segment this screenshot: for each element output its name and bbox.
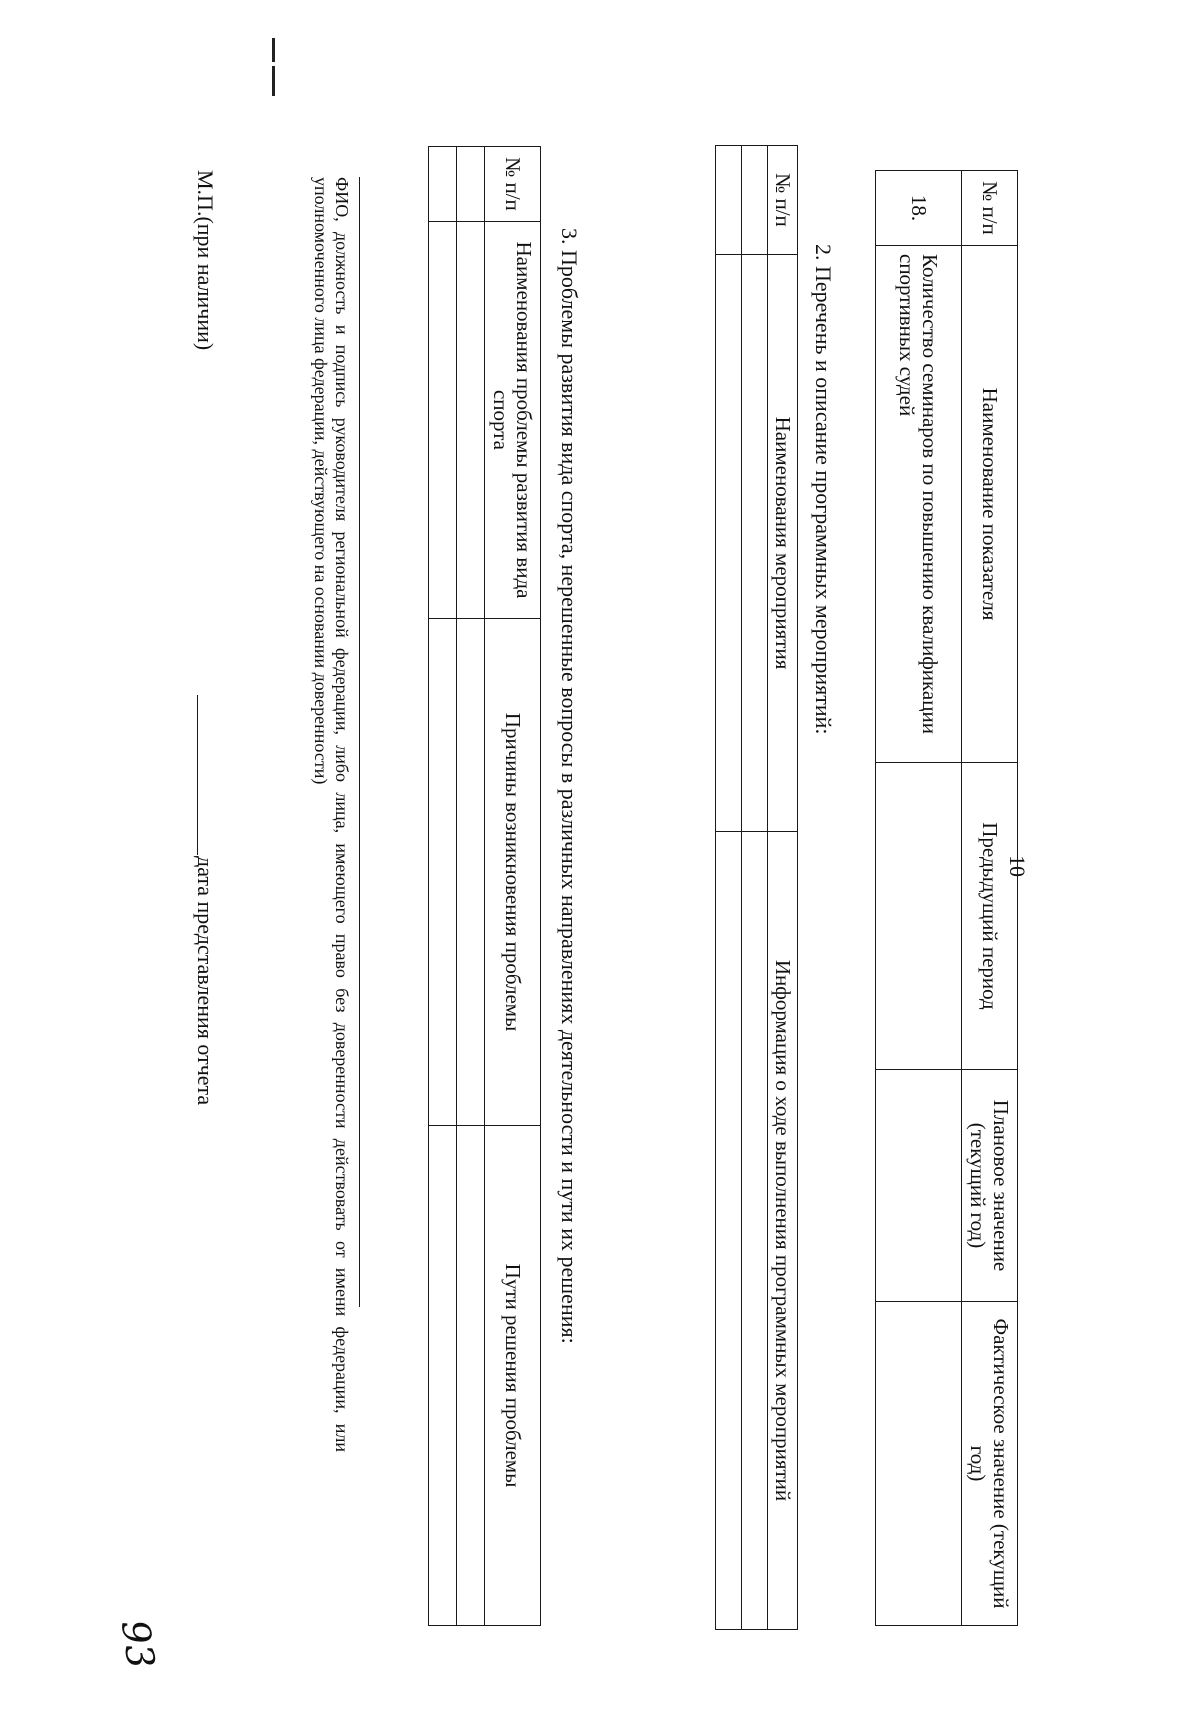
date-blank-line <box>197 695 198 855</box>
header-number: № п/п <box>485 147 541 222</box>
section-2-title: 2. Перечень и описание программных мероприятий: <box>811 244 836 735</box>
scan-artifact-mark <box>272 38 275 62</box>
table-row <box>429 147 457 1626</box>
row-indicator-name: Количество семинаров по повышению квалификации спортивных судей <box>876 246 962 763</box>
header-progress-info: Информация о ходе выполнения программных мероприятий <box>768 832 798 1630</box>
header-problem-name: Наименования проблемы развития вида спорта <box>485 222 541 619</box>
problems-table <box>428 146 541 1626</box>
table-row <box>716 146 742 1630</box>
row-planned-value <box>876 1070 962 1302</box>
table-header-row <box>962 171 1018 1626</box>
signature-caption: ФИО, должность и подпись руководителя региональной федерации, либо лица, имеющего право без доверенности действовать от имени федерации, или уполномоченного лица федерации, действующего на основании доверенности) <box>311 177 352 1452</box>
signature-line <box>359 177 360 1307</box>
table-row <box>876 171 962 1626</box>
row-actual-value <box>876 1302 962 1626</box>
header-indicator-name: Наименование показателя <box>962 246 1018 763</box>
table-header-row <box>768 146 798 1630</box>
stamp-label: М.П.(при наличии) <box>193 170 218 351</box>
indicators-table <box>875 170 1018 1626</box>
header-previous-period: Предыдущий период <box>962 763 1018 1070</box>
row-previous-period <box>876 763 962 1070</box>
date-label: дата представления отчета <box>193 856 218 1106</box>
section-3-title: 3. Проблемы развития вида спорта, нерешенные вопросы в различных направлениях деятельности и пути их решения: <box>557 228 582 1344</box>
table-row <box>457 147 485 1626</box>
header-number: № п/п <box>768 146 798 255</box>
header-planned-value: Плановое значение (текущий год) <box>962 1070 1018 1302</box>
events-table <box>715 145 798 1630</box>
header-solutions: Пути решения проблемы <box>485 1126 541 1626</box>
header-number: № п/п <box>962 171 1018 246</box>
page-number: 10 <box>1005 855 1030 877</box>
header-event-name: Наименования мероприятия <box>768 255 798 832</box>
scan-artifact-mark <box>272 66 275 96</box>
table-row <box>742 146 768 1630</box>
header-causes: Причины возникновения проблемы <box>485 619 541 1126</box>
row-number: 18. <box>876 171 962 246</box>
handwritten-mark: 93 <box>112 1617 164 1672</box>
header-actual-value: Фактическое значение (текущий год) <box>962 1302 1018 1626</box>
table-header-row <box>485 147 541 1626</box>
